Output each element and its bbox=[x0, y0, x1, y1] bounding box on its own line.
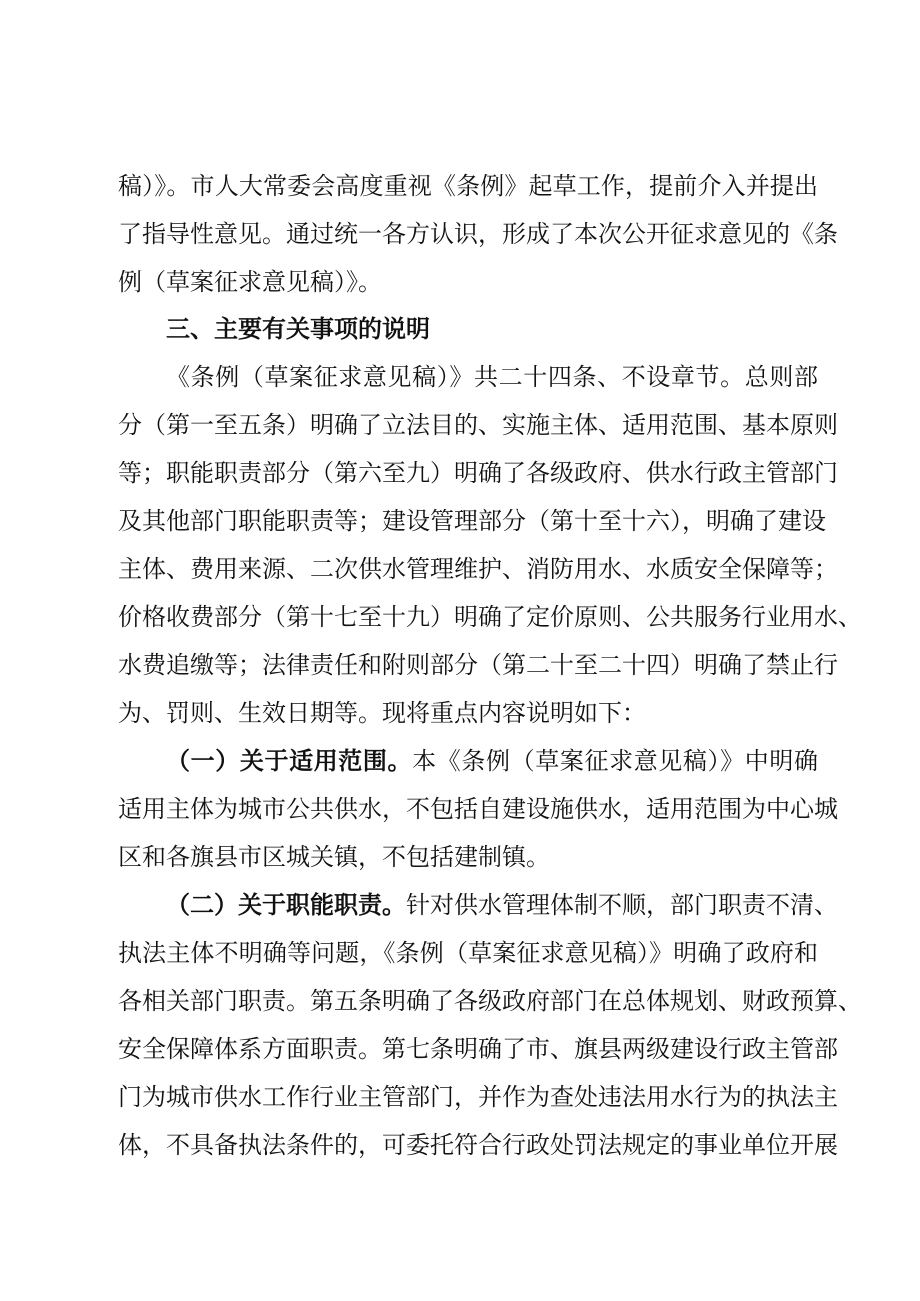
subsection-text: 本《条例（草案征求意见稿）》中明确 bbox=[412, 747, 819, 775]
paragraph-line: 分（第一至五条）明确了立法目的、实施主体、适用范围、基本原则 bbox=[118, 411, 838, 439]
paragraph-line: 为、罚则、生效日期等。现将重点内容说明如下： bbox=[118, 699, 646, 727]
paragraph-line: 适用主体为城市公共供水，不包括自建设施供水，适用范围为中心城 bbox=[118, 795, 838, 823]
paragraph-line: 水费追缴等；法律责任和附则部分（第二十至二十四）明确了禁止行 bbox=[118, 651, 838, 679]
subsection-first-line bbox=[166, 741, 818, 781]
subsection-text: 针对供水管理体制不顺，部门职责不清、 bbox=[406, 891, 838, 919]
paragraph-line: 执法主体不明确等问题，《条例（草案征求意见稿）》明确了政府和 bbox=[118, 939, 818, 967]
subsection-first-line bbox=[166, 885, 838, 925]
subsection-title: （一）关于适用范围。 bbox=[166, 747, 413, 775]
paragraph-line: 等；职能职责部分（第六至九）明确了各级政府、供水行政主管部门 bbox=[118, 459, 838, 487]
paragraph-line: 门为城市供水工作行业主管部门，并作为查处违法用水行为的执法主 bbox=[118, 1083, 838, 1111]
paragraph-line: 《条例（草案征求意见稿）》共二十四条、不设章节。总则部 bbox=[166, 363, 818, 391]
paragraph-line: 安全保障体系方面职责。第七条明确了市、旗县两级建设行政主管部 bbox=[118, 1035, 838, 1063]
subsection-title: （二）关于职能职责。 bbox=[166, 891, 406, 919]
paragraph-line: 主体、费用来源、二次供水管理维护、消防用水、水质安全保障等； bbox=[118, 555, 838, 583]
section-heading: 三、主要有关事项的说明 bbox=[166, 315, 430, 343]
paragraph-line: 区和各旗县市区城关镇，不包括建制镇。 bbox=[118, 843, 550, 871]
paragraph-line: 价格收费部分（第十七至十九）明确了定价原则、公共服务行业用水、 bbox=[118, 603, 862, 631]
paragraph-line: 及其他部门职能职责等；建设管理部分（第十至十六），明确了建设 bbox=[118, 507, 826, 535]
paragraph-line: 稿）》。市人大常委会高度重视《条例》起草工作，提前介入并提出 bbox=[118, 172, 818, 200]
paragraph-line: 例（草案征求意见稿）》。 bbox=[118, 268, 382, 296]
paragraph-line: 了指导性意见。通过统一各方认识，形成了本次公开征求意见的《条 bbox=[118, 220, 838, 248]
paragraph-line: 体，不具备执法条件的，可委托符合行政处罚法规定的事业单位开展 bbox=[118, 1131, 838, 1159]
paragraph-line: 各相关部门职责。第五条明确了各级政府部门在总体规划、财政预算、 bbox=[118, 987, 862, 1015]
